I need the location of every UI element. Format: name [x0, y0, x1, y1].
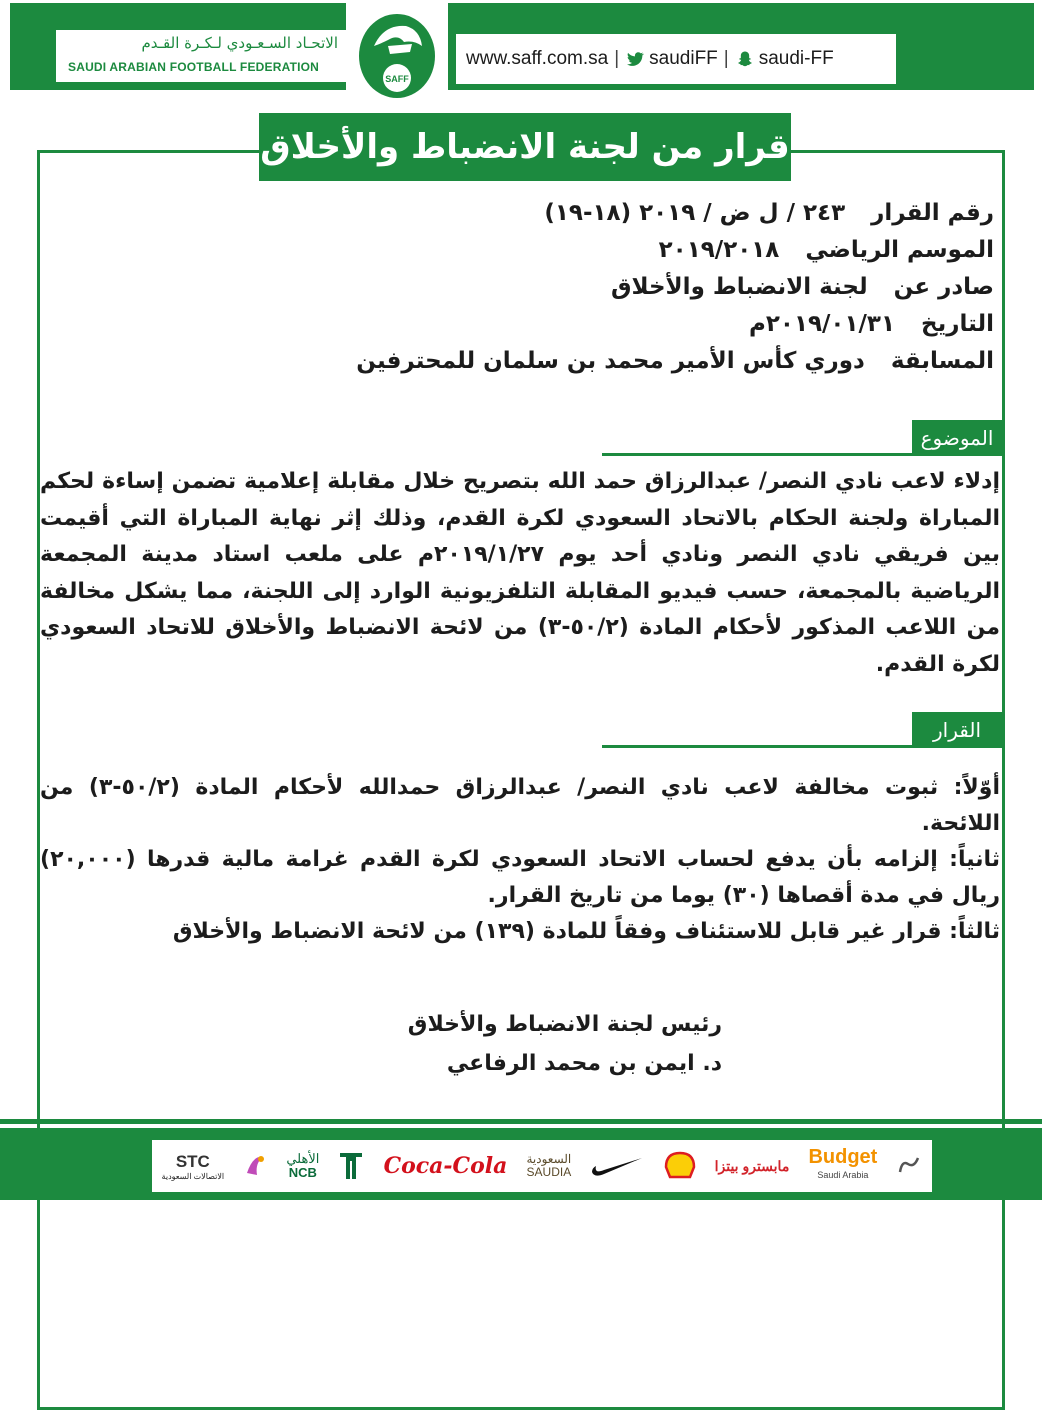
sponsor-stc: [162, 1152, 225, 1181]
meta-key: التاريخ: [921, 311, 994, 337]
meta-key: رقم القرار: [871, 200, 994, 226]
meta-key: صادر عن: [893, 274, 994, 300]
subject-heading: الموضوع: [912, 420, 1002, 456]
sponsor-mark-icon: [896, 1154, 922, 1178]
twitter-icon: [625, 49, 645, 69]
meta-key: الموسم الرياضي: [805, 237, 994, 263]
snapchat-icon: [735, 49, 755, 69]
decision-items: [40, 770, 1000, 950]
meta-value: لجنة الانضباط والأخلاق: [610, 274, 868, 300]
ncb-emblem-icon: [338, 1151, 364, 1181]
meta-row-issuer: [94, 269, 994, 306]
logo-text: SAFF: [385, 74, 409, 84]
signature-name: د. ايمن بن محمد الرفاعي: [446, 1051, 722, 1076]
separator: |: [723, 48, 729, 69]
sponsor-ncb-english: NCB: [288, 1165, 317, 1180]
decision-item-second: ثانياً: إلزامه بأن يدفع لحساب الاتحاد السعودي لكرة القدم غرامة مالية قدرها (٢٠,٠٠٠) ريال في مدة أقصاها (٣٠) يوما من تاريخ القرار.: [40, 847, 1000, 908]
sponsor-ncb-arabic: الأهلي: [286, 1151, 320, 1166]
website-link[interactable]: www.saff.com.sa: [466, 48, 609, 69]
sponsor-ncb: [286, 1152, 319, 1180]
sponsor-budget-logo: Budget: [808, 1146, 878, 1168]
contact-panel: [456, 34, 896, 84]
meta-value: ٢٠١٩/٢٠١٨: [658, 237, 780, 263]
twitter-handle[interactable]: [625, 48, 718, 70]
decision-meta: [94, 195, 994, 380]
decision-heading: القرار: [912, 712, 1002, 748]
federation-name-english: SAUDI ARABIAN FOOTBALL FEDERATION: [68, 60, 320, 74]
snapchat-handle-text: saudi-FF: [758, 48, 834, 69]
twitter-handle-text: saudiFF: [649, 48, 718, 69]
nike-swoosh-icon: [590, 1154, 644, 1178]
sponsors-bar: [152, 1140, 932, 1192]
signature-block: [408, 1005, 722, 1083]
meta-row-date: [94, 306, 994, 343]
federation-name-panel: [56, 30, 346, 82]
sponsor-budget-subtitle: Saudi Arabia: [817, 1170, 869, 1180]
sponsor-coca-cola: Coca-Cola: [383, 1153, 508, 1179]
meta-row-decision-number: [94, 195, 994, 232]
subject-text: إدلاء لاعب نادي النصر/ عبدالرزاق حمد الله بتصريح خلال مقابلة إعلامية تضمن إساءة لحكم المباراة ولجنة الحكام بالاتحاد السعودي لكرة القدم، وذلك إثر نهاية المباراة التي أقيمت بين فريقي نادي النصر ونادي أحد يوم ٢٠١٩/١/٢٧م على ملعب استاد مدينة المجمعة الرياضية بالمجمعة، حسب فيديو المقابلة التلفزيونية الوارد إلى اللجنة، مما يشكل مخالفة من اللاعب المذكور لأحكام المادة (٥٠/٢-٣) من لائحة الانضباط والأخلاق للاتحاد السعودي لكرة القدم.: [40, 469, 1001, 677]
meta-row-season: [94, 232, 994, 269]
meta-value: دوري كأس الأمير محمد بن سلمان للمحترفين: [356, 348, 865, 374]
decision-divider: [602, 745, 1002, 748]
saff-logo-icon: [354, 6, 440, 102]
document-title: قرار من لجنة الانضباط والأخلاق: [259, 113, 791, 181]
meta-row-competition: [94, 343, 994, 380]
subject-text-block: [40, 464, 1000, 683]
meta-value: ٢٠١٩/٠١/٣١م: [749, 311, 895, 337]
sponsor-saudia-arabic: السعودية: [526, 1152, 572, 1166]
shell-logo-icon: [664, 1151, 696, 1181]
subject-divider: [602, 453, 1002, 456]
snapchat-handle[interactable]: [735, 48, 834, 70]
sponsor-budget: [808, 1148, 877, 1184]
meta-key: المسابقة: [890, 348, 994, 374]
sponsor-maestro-pizza: مابسترو بيتزا: [714, 1157, 790, 1174]
decision-item-third: ثالثاً: قرار غير قابل للاستئناف وفقاً للمادة (١٣٩) من لائحة الانضباط والأخلاق: [172, 919, 1000, 944]
sponsor-stc-subtitle: الاتصالات السعودية: [161, 1171, 225, 1181]
sponsor-stc-logo: STC: [175, 1151, 210, 1171]
stc-swirl-icon: [243, 1153, 267, 1179]
sponsor-saudia: [526, 1153, 571, 1179]
separator: |: [614, 48, 620, 69]
footer-strip: [0, 1119, 1042, 1124]
sponsor-saudia-english: SAUDIA: [526, 1165, 572, 1179]
decision-item-first: أوّلاً: ثبوت مخالفة لاعب نادي النصر/ عبدالرزاق حمدالله لأحكام المادة (٥٠/٢-٣) من اللائحة.: [40, 775, 1001, 836]
signature-role: رئيس لجنة الانضباط والأخلاق: [407, 1012, 722, 1037]
meta-value: ٢٤٣ / ل ض / ٢٠١٩ (١٨-١٩): [544, 200, 846, 226]
federation-name-arabic: الاتحـاد السـعـودي لـكـرة القـدم: [141, 34, 338, 52]
